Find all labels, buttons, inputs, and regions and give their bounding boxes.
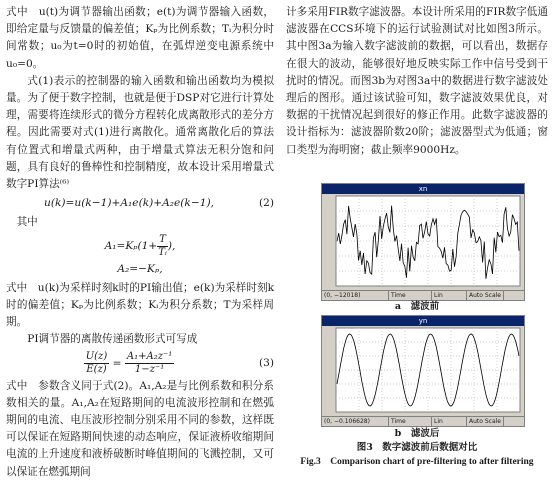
status-coords: (0, −12018) xyxy=(322,291,389,300)
status-autoscale: Auto Scale xyxy=(467,417,504,426)
status-coords: (0, −0.106628) xyxy=(322,417,389,426)
equation-a1 xyxy=(6,234,274,259)
figure-caption-cn: 图3 数字滤波前后数据对比 xyxy=(356,442,478,453)
plot-before-filter-canvas xyxy=(322,194,524,290)
equation-3-equals: = xyxy=(112,357,122,370)
status-lin: Lin xyxy=(432,291,467,300)
paragraph-variable-definitions: 式中 u(t)为调节器输出函数；e(t)为调节器输入函数，即给定量与反馈量的偏差值；Kₚ为比例系数；Tᵢ为积分时间常数；u₀为t=0时的初始值，在弧焊逆变电源系统中u₀=0。 xyxy=(6,6,274,70)
equation-a2-body: A₂=−Kₚ, xyxy=(117,262,163,275)
plot-after-filter-statusbar xyxy=(322,416,524,426)
plot-before-filter-statusbar xyxy=(322,290,524,300)
equation-3-number: (3) xyxy=(258,356,274,369)
caption-after-filter: b 滤波后 xyxy=(394,428,440,439)
label-qizhong: 其中 xyxy=(16,216,38,229)
caption-before-filter: a 滤波前 xyxy=(394,301,440,312)
plot-after-filter-title: yn xyxy=(322,316,524,326)
equation-3-rhs xyxy=(125,351,174,376)
plot-after-filter-canvas xyxy=(322,326,524,416)
equation-a1-numerator: T xyxy=(159,233,166,245)
status-autoscale: Auto Scale xyxy=(467,291,504,300)
equation-2-number: (2) xyxy=(258,197,274,210)
equation-3-rhs-bottom: 1−z⁻¹ xyxy=(134,363,165,375)
paragraph-parameters: 式中 参数含义同于式(2)。A₁,A₂是与比例系数和积分系数相关的量。A₁,A₂在短路期间的电流波形控制和在燃弧期间的电流、电压波形控制分别采用不同的参数，这样既可以保证在短路期间快速的动态响应，保证液桥收缩期间电流的上升速度和液桥破断时峰值期间的飞溅控制，又可以保证在燃弧期间 xyxy=(6,379,274,478)
equation-a1-right: ), xyxy=(167,239,176,252)
equation-3-lhs-top: U(z) xyxy=(85,350,108,362)
equation-3-body xyxy=(6,351,252,376)
status-lin: Lin xyxy=(432,417,467,426)
plot-after-filter xyxy=(321,315,525,427)
equation-2-body: u(k)=u(k−1)+A₁e(k)+A₂e(k−1), xyxy=(44,197,214,210)
equation-2 xyxy=(6,195,274,212)
status-time: Time xyxy=(389,291,432,300)
right-column xyxy=(286,4,548,159)
plot-before-filter xyxy=(321,183,525,301)
equation-3-rhs-top: A₁+A₂z⁻¹ xyxy=(126,350,173,362)
status-time: Time xyxy=(389,417,432,426)
plot-before-filter-title: xn xyxy=(322,184,524,194)
equation-a1-fraction xyxy=(157,234,168,259)
left-column xyxy=(6,4,274,481)
equation-3-lhs xyxy=(84,351,110,376)
paragraph-symbol-definitions: 式中 u(k)为采样时刻k时的PI输出值；e(k)为采样时刻k时的偏差值；Kₚ为比例系数；Kᵢ为积分系数；T为采样周期。 xyxy=(6,281,274,329)
equation-a2 xyxy=(6,261,274,278)
paragraph-transfer-intro: PI调节器的离散传递函数形式可写成 xyxy=(27,333,198,346)
equation-a1-left: A₁=Kₚ(1+ xyxy=(104,239,158,252)
equation-a1-denominator: Tᵢ xyxy=(158,246,167,258)
paragraph-fir-filter: 计多采用FIR数字滤波器。本设计所采用的FIR数字低通滤波器在CCS环境下的运行试验测试对比如图3所示。其中图3a为输入数字滤波前的数据，可以看出，数据存在很大的波动，能够很好地反映实际工作中信号受到干扰时的情况。而图3b为对图3a中的数据进行数字滤波处理后的图形。通过该试验可知，数字滤波效果优良，对数据的干扰情况起到很好的修正作用。此数字滤波器的设计指标为：滤波器阶数20阶；滤波器型式为低通；窗口类型为海明窗；截止频率9000Hz。 xyxy=(286,6,548,156)
equation-3 xyxy=(6,351,274,376)
figure-caption-en: Fig.3 Comparison chart of pre-filtering to after filtering xyxy=(300,457,534,467)
paragraph-discretization: 式(1)表示的控制器的输入函数和输出函数均为模拟量。为了便于数字控制，也就是便于DSP对它进行计算处理，需要将连续形式的微分方程转化成离散形式的差分方程。因此需要对式(1)进行离散化。通常离散化后的算法有位置式和增量式两种，由于增量式算法无积分饱和问题，具有良好的鲁棒性和控制精度，故本设计采用增量式数字PI算法⁽⁶⁾ xyxy=(6,74,274,191)
equation-3-lhs-bottom: E(z) xyxy=(86,363,107,375)
